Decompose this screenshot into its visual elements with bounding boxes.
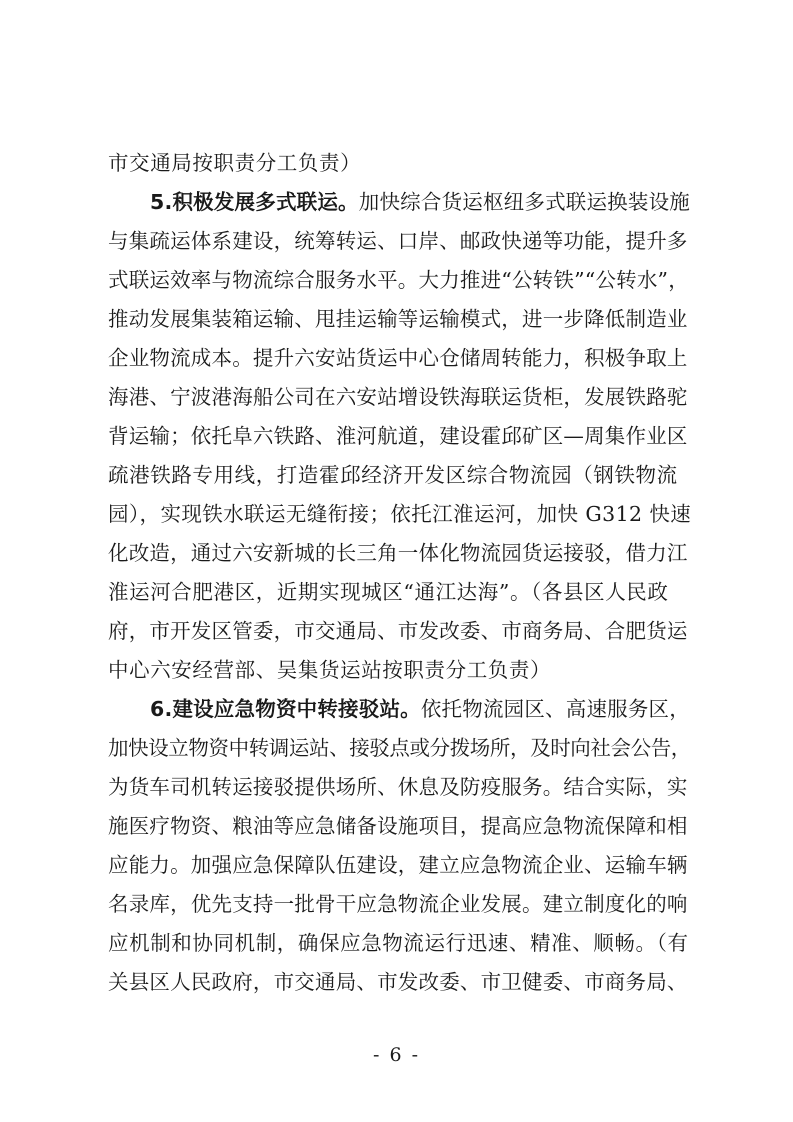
section-5-first-line — [150, 189, 690, 216]
text-line: 应能力。加强应急保障队伍建设，建立应急物流企业、运输车辆 — [108, 853, 688, 877]
text-run: 加快综合货运枢纽多式联运换装设施 — [358, 190, 690, 214]
text-line: 淮运河合肥港区，近期实现城区“通江达海”。（各县区人民政 — [108, 580, 669, 604]
text-line: 名录库，优先支持一批骨干应急物流企业发展。建立制度化的响 — [108, 892, 688, 916]
text-line: 加快设立物资中转调运站、接驳点或分拨场所，及时向社会公告， — [108, 736, 691, 760]
text-line: 市交通局按职责分工负责） — [108, 151, 362, 175]
text-line: 施医疗物资、粮油等应急储备设施项目，提高应急物流保障和相 — [108, 814, 688, 838]
text-line: 应机制和协同机制，确保应急物流运行迅速、精准、顺畅。（有 — [108, 931, 689, 955]
text-line: 为货车司机转运接驳提供场所、休息及防疫服务。结合实际，实 — [108, 775, 688, 799]
text-line: 疏港铁路专用线，打造霍邱经济开发区综合物流园（钢铁物流 — [108, 463, 678, 487]
text-line: 背运输；依托阜六铁路、淮河航道，建设霍邱矿区—周集作业区 — [108, 424, 688, 448]
section-6-first-line — [150, 696, 690, 723]
text-line: 海港、宁波港海船公司在六安站增设铁海联运货柜，发展铁路驼 — [108, 385, 688, 409]
section-5-heading: 5.积极发展多式联运。 — [150, 190, 359, 214]
section-6-heading: 6.建设应急物资中转接驳站。 — [150, 697, 421, 721]
text-line: 府，市开发区管委，市交通局、市发改委、市商务局、合肥货运 — [108, 619, 688, 643]
text-line: 与集疏运体系建设，统筹转运、口岸、邮政快递等功能，提升多 — [108, 229, 688, 253]
text-line: 关县区人民政府，市交通局、市发改委、市卫健委、市商务局、 — [108, 970, 688, 994]
text-line: 中心六安经营部、吴集货运站按职责分工负责） — [108, 658, 552, 682]
text-line: 企业物流成本。提升六安站货运中心仓储周转能力，积极争取上 — [108, 346, 688, 370]
text-line: 推动发展集装箱运输、甩挂运输等运输模式，进一步降低制造业 — [108, 307, 688, 331]
text-line: 园），实现铁水联运无缝衔接；依托江淮运河，加快 G312 快速 — [108, 502, 692, 526]
text-run: 依托物流园区、高速服务区， — [420, 697, 690, 721]
text-line: 式联运效率与物流综合服务水平。大力推进“公转铁”“公转水”， — [108, 268, 689, 292]
text-line: 化改造，通过六安新城的长三角一体化物流园货运接驳，借力江 — [108, 541, 688, 565]
page-number: - 6 - — [372, 1044, 420, 1066]
